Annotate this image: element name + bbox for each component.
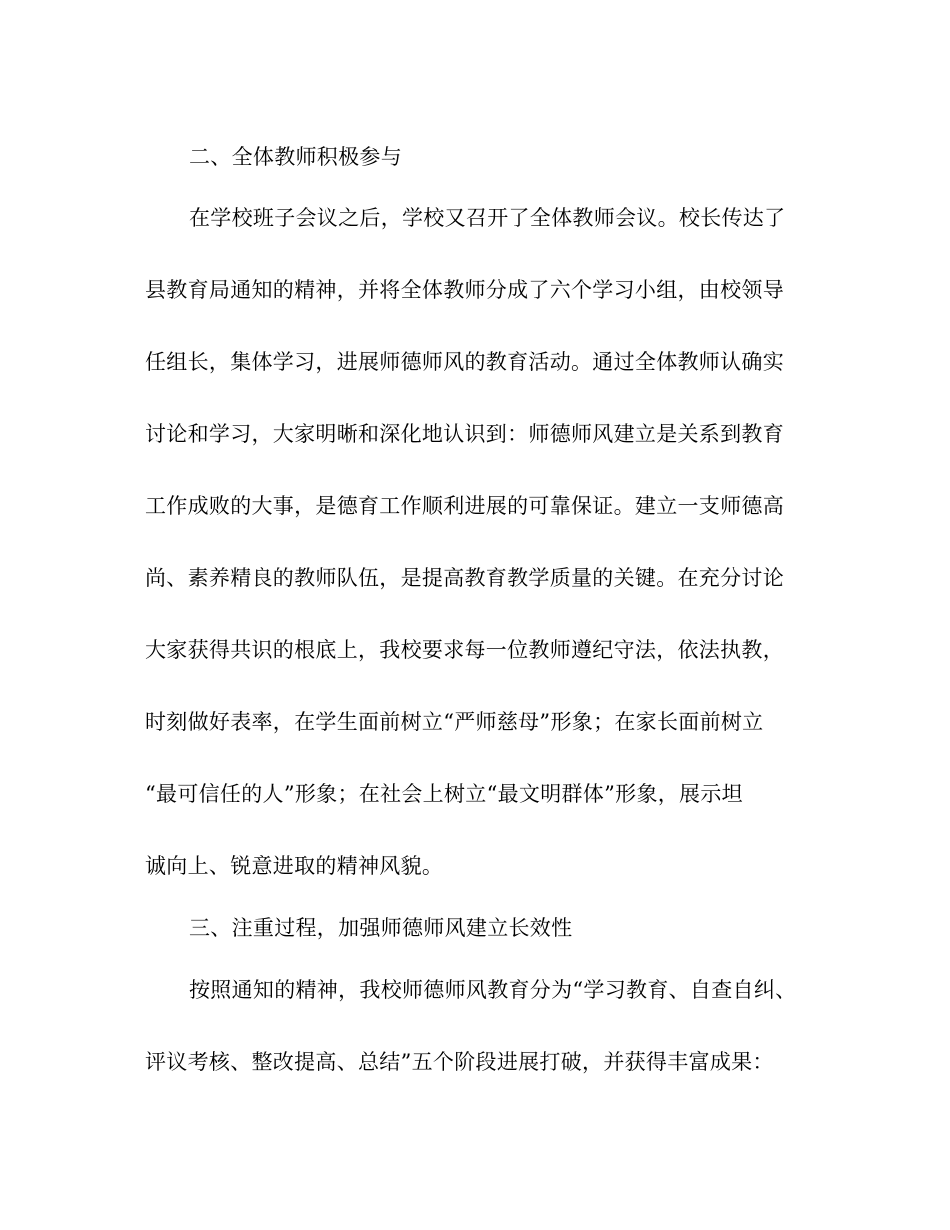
paragraph-line: 诚向上、锐意进取的精神风貌。 [145, 854, 444, 878]
paragraph-line: 尚、素养精良的教师队伍，是提高教育教学质量的关键。在充分讨论 [145, 566, 784, 590]
paragraph-line: 讨论和学习，大家明晰和深化地认识到：师德师风建立是关系到教育 [145, 422, 784, 446]
paragraph-line: 评议考核、整改提高、总结”五个阶段进展打破，并获得丰富成果： [145, 1050, 774, 1074]
section-heading: 二、全体教师积极参与 [189, 145, 402, 169]
paragraph-line: 大家获得共识的根底上，我校要求每一位教师遵纪守法，依法执教， [145, 638, 784, 662]
paragraph-line: 县教育局通知的精神，并将全体教师分成了六个学习小组，由校领导 [145, 278, 784, 302]
paragraph-line: 时刻做好表率，在学生面前树立“严师慈母”形象；在家长面前树立 [145, 710, 764, 734]
paragraph-line: 任组长，集体学习，进展师德师风的教育活动。通过全体教师认确实 [145, 350, 784, 374]
paragraph-line: “最可信任的人”形象；在社会上树立“最文明群体”形象，展示坦 [145, 782, 743, 806]
paragraph-line: 在学校班子会议之后，学校又召开了全体教师会议。校长传达了 [189, 206, 786, 230]
paragraph-line: 工作成败的大事，是德育工作顺利进展的可靠保证。建立一支师德高 [145, 494, 784, 518]
section-heading: 三、注重过程，加强师德师风建立长效性 [189, 916, 573, 940]
paragraph-line: 按照通知的精神，我校师德师风教育分为“学习教育、自查自纠、 [189, 978, 797, 1002]
